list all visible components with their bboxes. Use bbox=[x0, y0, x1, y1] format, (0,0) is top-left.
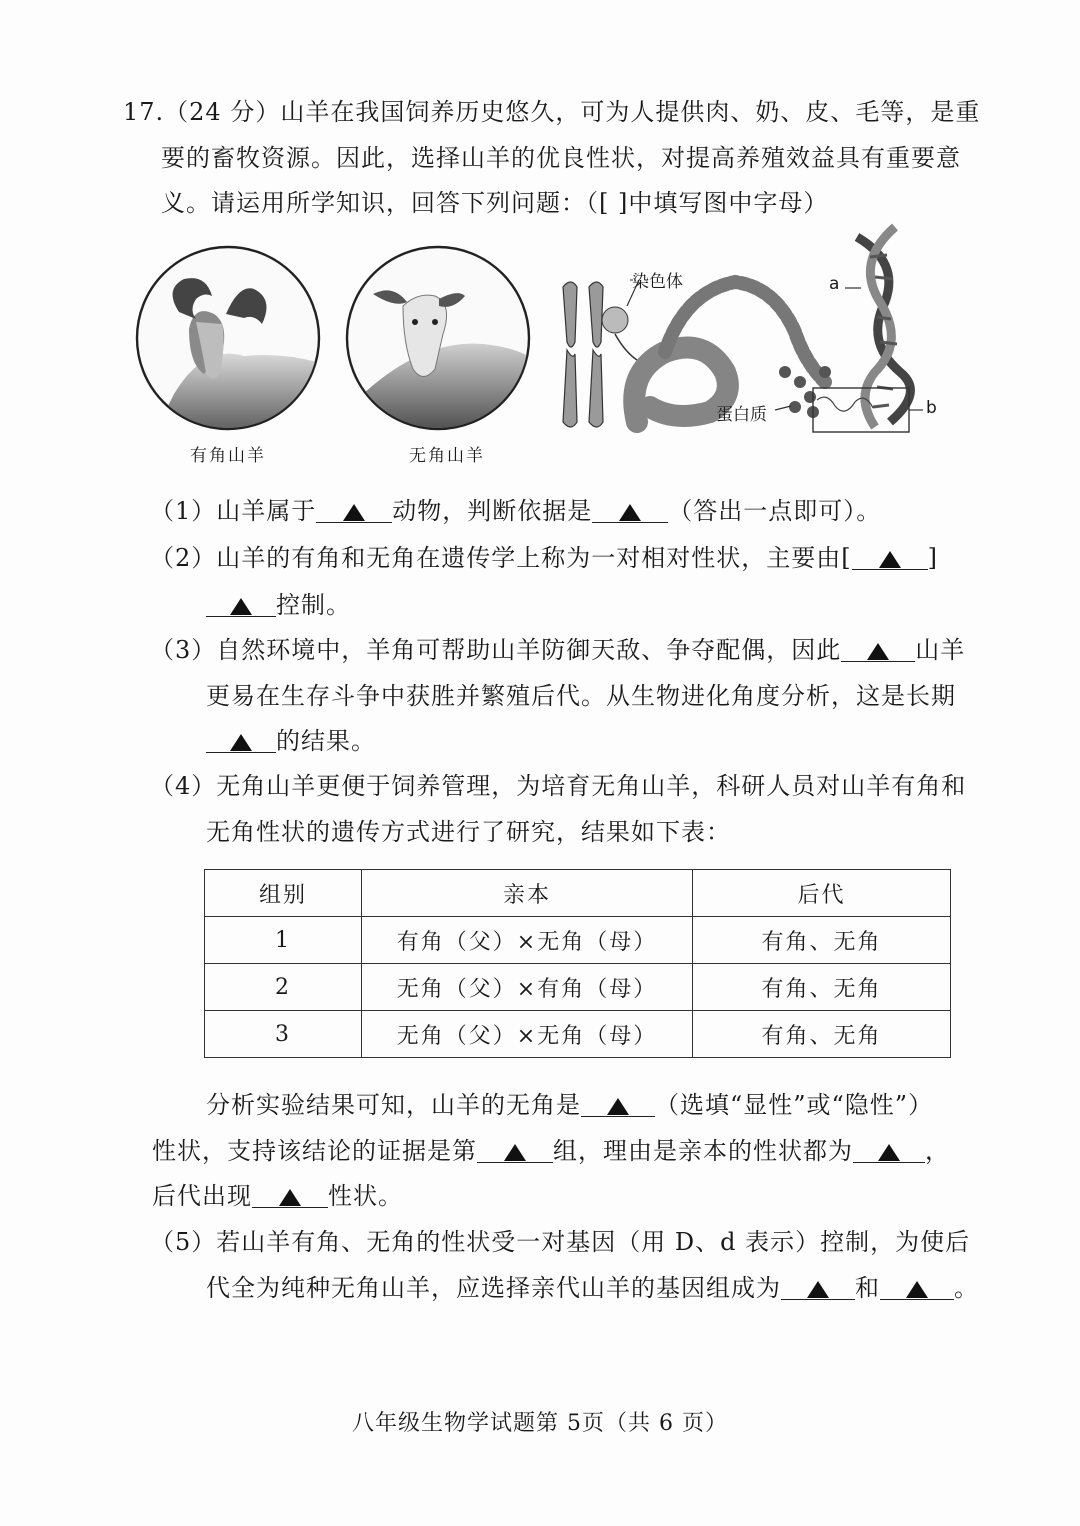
item-2-line-2: 控制。 bbox=[206, 588, 351, 622]
table-header-cell: 亲本 bbox=[362, 870, 693, 917]
answer-blank[interactable] bbox=[853, 1134, 925, 1163]
table-header-cell: 组别 bbox=[205, 870, 362, 917]
analysis-line-2: 性状，支持该结论的证据是第 组，理由是亲本的性状都为 ， bbox=[152, 1134, 950, 1168]
triangle-icon bbox=[230, 598, 252, 615]
table-header-cell: 后代 bbox=[693, 870, 951, 917]
answer-blank[interactable] bbox=[781, 1271, 855, 1300]
genetics-results-table bbox=[204, 869, 951, 1058]
caption-hornless-goat: 无角山羊 bbox=[409, 446, 485, 466]
hornless-goat-image bbox=[343, 244, 533, 432]
item-3-line-2: 更易在生存斗争中获胜并繁殖后代。从生物进化角度分析，这是长期 bbox=[206, 682, 956, 710]
answer-blank[interactable] bbox=[316, 494, 392, 523]
triangle-icon bbox=[807, 1281, 829, 1298]
answer-blank[interactable] bbox=[841, 633, 915, 662]
item-3-line-3: 的结果。 bbox=[206, 724, 376, 758]
item-5-line-2: 代全为纯种无角山羊，应选择亲代山羊的基因组成为 和 。 bbox=[206, 1271, 979, 1305]
question-number: 17.（24 分） bbox=[123, 98, 281, 126]
item-3: （3）自然环境中，羊角可帮助山羊防御天敌、争夺配偶，因此 山羊 bbox=[150, 633, 965, 667]
label-a: a bbox=[829, 274, 840, 294]
triangle-icon bbox=[906, 1281, 928, 1298]
label-chromosome: 染色体 bbox=[632, 272, 683, 292]
item-4: （4）无角山羊更便于饲养管理，为培育无角山羊，科研人员对山羊有角和 bbox=[150, 772, 967, 800]
question-intro-line-2: 要的畜牧资源。因此，选择山羊的优良性状，对提高养殖效益具有重要意 bbox=[161, 144, 961, 172]
answer-blank[interactable] bbox=[852, 541, 928, 570]
triangle-icon bbox=[619, 504, 641, 521]
answer-blank[interactable] bbox=[206, 724, 276, 753]
caption-horned-goat: 有角山羊 bbox=[190, 446, 266, 466]
question-intro-line-1: 17.（24 分）山羊在我国饲养历史悠久，可为人提供肉、奶、皮、毛等，是重 bbox=[123, 98, 981, 126]
table-cell: 无角（父）×无角（母） bbox=[362, 1011, 693, 1058]
item-2: （2）山羊的有角和无角在遗传学上称为一对相对性状，主要由[ ] bbox=[150, 541, 938, 575]
table-cell: 有角（父）×无角（母） bbox=[362, 917, 693, 964]
analysis-line-3: 后代出现 性状。 bbox=[152, 1179, 403, 1213]
item-5: （5）若山羊有角、无角的性状受一对基因（用 D、d 表示）控制，为使后 bbox=[150, 1228, 971, 1256]
answer-blank[interactable] bbox=[880, 1271, 954, 1300]
table-row bbox=[205, 917, 951, 964]
table-row bbox=[205, 964, 951, 1011]
answer-blank[interactable] bbox=[252, 1179, 328, 1208]
item-4-line-2: 无角性状的遗传方式进行了研究，结果如下表： bbox=[206, 818, 731, 846]
table-cell: 1 bbox=[205, 917, 362, 964]
answer-blank[interactable] bbox=[592, 494, 668, 523]
label-protein: 蛋白质 bbox=[716, 405, 767, 425]
label-b: b bbox=[926, 398, 937, 418]
question-intro-line-3: 义。请运用所学知识，回答下列问题：（[ ]中填写图中字母） bbox=[161, 189, 829, 217]
table-cell: 有角、无角 bbox=[693, 917, 951, 964]
analysis-line-1: 分析实验结果可知，山羊的无角是 （选填“显性”或“隐性”） bbox=[206, 1088, 933, 1122]
table-cell: 3 bbox=[205, 1011, 362, 1058]
page-footer: 八年级生物学试题第 5页（共 6 页） bbox=[352, 1411, 728, 1436]
triangle-icon bbox=[607, 1098, 629, 1115]
horned-goat-image bbox=[134, 244, 322, 432]
table-header-row bbox=[205, 870, 951, 917]
table-cell: 有角、无角 bbox=[693, 1011, 951, 1058]
triangle-icon bbox=[279, 1189, 301, 1206]
table-row bbox=[205, 1011, 951, 1058]
item-1: （1）山羊属于 动物，判断依据是 （答出一点即可）。 bbox=[150, 494, 881, 528]
table-cell: 2 bbox=[205, 964, 362, 1011]
answer-blank[interactable] bbox=[581, 1088, 655, 1117]
triangle-icon bbox=[343, 504, 365, 521]
table-cell: 有角、无角 bbox=[693, 964, 951, 1011]
triangle-icon bbox=[879, 551, 901, 568]
table-cell: 无角（父）×有角（母） bbox=[362, 964, 693, 1011]
triangle-icon bbox=[878, 1144, 900, 1161]
triangle-icon bbox=[504, 1144, 526, 1161]
triangle-icon bbox=[867, 643, 889, 660]
answer-blank[interactable] bbox=[477, 1134, 553, 1163]
triangle-icon bbox=[230, 734, 252, 751]
answer-blank[interactable] bbox=[206, 588, 276, 617]
